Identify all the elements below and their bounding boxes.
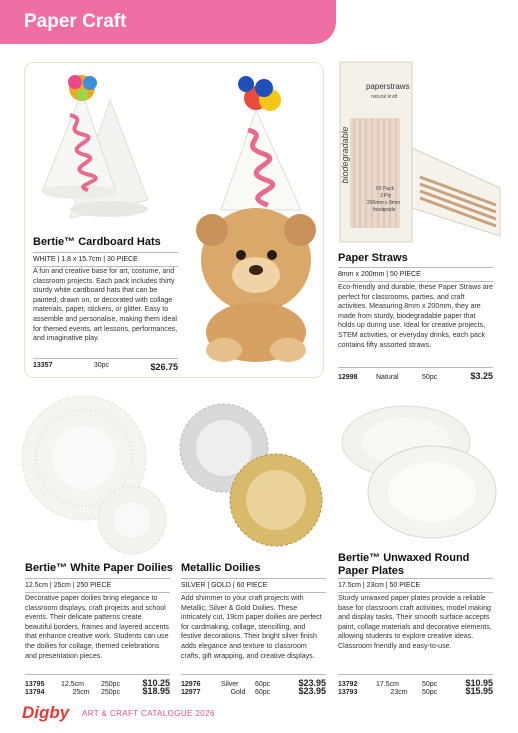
doilies-row-2 bbox=[25, 686, 170, 696]
straws-box-size: 200mm x 8mm bbox=[367, 200, 401, 206]
page-header bbox=[0, 0, 336, 44]
straws-box-pack: 50 Pack bbox=[376, 186, 395, 192]
doilies-row-2-code: 13794 bbox=[25, 689, 45, 696]
plates-row-2-code: 13793 bbox=[338, 689, 358, 696]
metallic-row-1-price: $23.95 bbox=[298, 678, 326, 688]
metallic-row-1-size: Silver bbox=[221, 681, 239, 688]
hats-description: A fun and creative base for art, costume, and classroom projects. Each pack includes thirty sturdy white cardboard hats that can be painted, drawn on, or decorated with collage materials, paper, stickers, or glitter. Easy to assemble and personalise, making them ideal for themed events, art lessons, performances, and imaginative play. bbox=[33, 267, 178, 343]
metallic-row-2-qty: 60pc bbox=[255, 689, 271, 696]
doilies-row-1-code: 13795 bbox=[25, 681, 45, 688]
straws-box-brand: paperstraws bbox=[366, 82, 410, 91]
hats-title: Bertie™ Cardboard Hats bbox=[33, 236, 161, 248]
hats-price: $26.75 bbox=[150, 362, 178, 372]
straws-spec: 8mm x 200mm | 50 PIECE bbox=[338, 267, 493, 282]
plates-row-1-code: 13792 bbox=[338, 681, 358, 688]
straws-price: $3.25 bbox=[470, 371, 493, 381]
white-doilies-image bbox=[18, 392, 170, 562]
digby-logo: Digby bbox=[22, 703, 70, 722]
straws-description: Eco-friendly and durable, these Paper Straws are perfect for classrooms, parties, and craft activities. Measuring 8mm x 200mm, they are made from sturdy, biodegradable paper that holds up during use. Ideal for creative projects, STEM activities, or everyday drinks, each pack contains fifty assorted straws. bbox=[338, 283, 493, 349]
doilies-row-1-price: $10.25 bbox=[142, 678, 170, 688]
doilies-title: Bertie™ White Paper Doilies bbox=[25, 562, 173, 574]
doilies-row-1-qty: 250pc bbox=[101, 681, 121, 688]
straws-box-sub: natural kraft bbox=[371, 94, 398, 100]
plates-title: Bertie™ Unwaxed Round Paper Plates bbox=[338, 552, 470, 577]
metallic-title: Metallic Doilies bbox=[181, 562, 261, 574]
plates-description: Sturdy unwaxed paper plates provide a reliable base for classroom craft activities, model making and display tasks. Their smooth surface accepts paint, collage materials and decorative elements, allowing students to explore creative ideas. Classroom friendly and easy-to-use. bbox=[338, 594, 492, 650]
metallic-row-1-qty: 60pc bbox=[255, 681, 271, 688]
plates-row-2 bbox=[338, 686, 493, 696]
plates-row-1-price: $10.95 bbox=[465, 678, 493, 688]
metallic-row-2-code: 12977 bbox=[181, 689, 201, 696]
paper-plates-image bbox=[340, 402, 500, 547]
hats-qty: 30pc bbox=[93, 362, 110, 369]
metallic-doilies-image bbox=[176, 402, 328, 550]
cardboard-hats-image bbox=[30, 70, 170, 230]
plates-row-1-qty: 50pc bbox=[422, 681, 438, 688]
straws-box-ply: 3 Ply bbox=[380, 193, 392, 199]
hats-price-row bbox=[33, 358, 178, 372]
doilies-description: Decorative paper doilies bring elegance to classroom displays, craft projects and school events. Their delicate patterns create beautiful borders, frames and layered accents that enhance creative work. Students can use the doilies for collage, themed celebrations and presentation pieces. bbox=[25, 594, 169, 660]
straws-variant: Natural bbox=[376, 374, 399, 381]
plates-row-1-size: 17.5cm bbox=[376, 681, 399, 688]
plates-row-2-price: $15.95 bbox=[465, 686, 493, 696]
teddy-bear-hat-image bbox=[186, 70, 320, 365]
footer-catalogue-label: ART & CRAFT CATALOGUE 2026 bbox=[82, 709, 215, 718]
straws-title: Paper Straws bbox=[338, 252, 408, 264]
doilies-row-2-qty: 250pc bbox=[101, 689, 121, 696]
straws-qty: 50pc bbox=[422, 374, 438, 381]
paper-straws-image bbox=[336, 58, 504, 248]
hats-spec: WHITE | 1.8 x 15.7cm | 30 PIECE bbox=[33, 252, 178, 267]
doilies-row-1-size: 12.5cm bbox=[61, 681, 84, 688]
straws-price-row bbox=[338, 367, 493, 381]
doilies-row-2-price: $18.95 bbox=[142, 686, 170, 696]
metallic-description: Add shimmer to your craft projects with Metallic, Silver & Gold Doilies. These intricately cut, 19cm paper doilies are perfect for cardmaking, collage, stencilling, and festive decorations. Their bright silver finish adds elegance and texture to classroom crafts, gift wrapping, and creative displays. bbox=[181, 594, 322, 660]
hats-code: 13357 bbox=[33, 362, 53, 369]
straws-box-grade: foodgrade bbox=[373, 207, 396, 213]
page-title: Paper Craft bbox=[24, 11, 127, 32]
metallic-row-2-price: $23.95 bbox=[298, 686, 326, 696]
metallic-spec: SILVER | GOLD | 60 PIECE bbox=[181, 578, 326, 593]
doilies-spec: 12.5cm | 25cm | 250 PIECE bbox=[25, 578, 170, 593]
plates-spec: 17.5cm | 23cm | 50 PIECE bbox=[338, 578, 493, 593]
metallic-row-2-size: Gold bbox=[230, 689, 246, 696]
doilies-row-2-size: 25cm bbox=[72, 689, 90, 696]
straws-box-side: biodegradable bbox=[340, 126, 350, 184]
plates-row-2-qty: 50pc bbox=[422, 689, 438, 696]
metallic-row-1-code: 12976 bbox=[181, 681, 201, 688]
metallic-row-2 bbox=[181, 686, 326, 696]
plates-row-2-size: 23cm bbox=[390, 689, 408, 696]
straws-code: 12998 bbox=[338, 374, 358, 381]
